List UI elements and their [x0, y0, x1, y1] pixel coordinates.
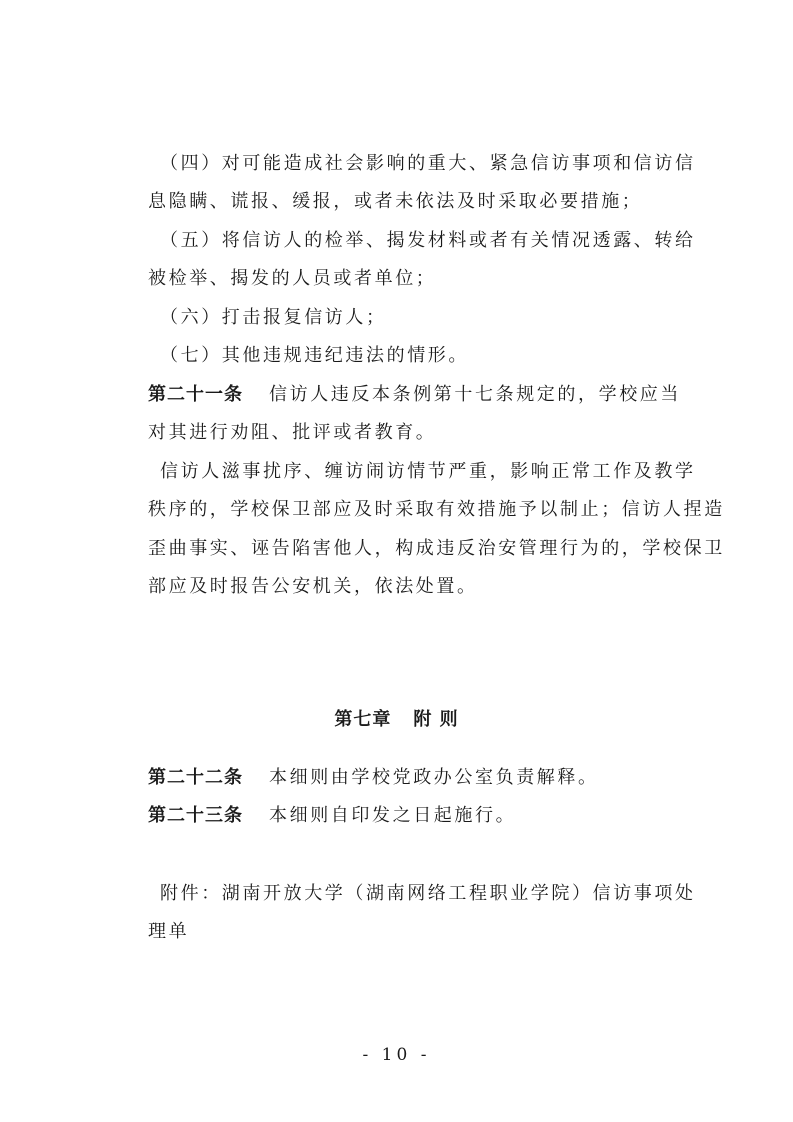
article-21-para2-line-3: 歪曲事实、诬告陷害他人，构成违反治安管理行为的，学校保卫: [148, 538, 725, 559]
item-5-line-1: （五）将信访人的检举、揭发材料或者有关情况透露、转给: [160, 230, 696, 251]
article-22-text: 本细则由学校党政办公室负责解释。: [269, 767, 599, 788]
article-22-line: [148, 766, 599, 790]
chapter-number: 第七章: [334, 709, 392, 730]
item-5-line-2: 被检举、揭发的人员或者单位；: [148, 268, 437, 289]
item-4-line-1: （四）对可能造成社会影响的重大、紧急信访事项和信访信: [160, 153, 696, 174]
article-21-line-1: [148, 383, 681, 407]
article-23-line: [148, 804, 516, 828]
article-23-title: 第二十三条: [148, 805, 243, 826]
chapter-name: 附 则: [413, 709, 459, 730]
item-7-line: （七）其他违规违纪违法的情形。: [160, 345, 469, 366]
article-22-title: 第二十二条: [148, 767, 243, 788]
article-21-text: 信访人违反本条例第十七条规定的，学校应当: [269, 384, 681, 405]
article-21-title: 第二十一条: [148, 384, 243, 405]
item-4-line-2: 息隐瞒、谎报、缓报，或者未依法及时采取必要措施；: [148, 191, 643, 212]
article-21-para2-line-2: 秩序的，学校保卫部应及时采取有效措施予以制止；信访人捏造: [148, 499, 725, 520]
attachment-line-2: 理单: [148, 921, 190, 942]
article-21-para2-line-1: 信访人滋事扰序、缠访闹访情节严重，影响正常工作及教学: [160, 461, 696, 482]
chapter-heading: [0, 708, 793, 732]
attachment-line-1: 附件：湖南开放大学（湖南网络工程职业学院）信访事项处: [160, 883, 696, 904]
article-21-para2-line-4: 部应及时报告公安机关，依法处置。: [148, 576, 478, 597]
article-23-text: 本细则自印发之日起施行。: [269, 805, 517, 826]
page-number: - 10 -: [362, 1045, 431, 1065]
article-21-line-2: 对其进行劝阻、批评或者教育。: [148, 422, 437, 443]
item-6-line: （六）打击报复信访人；: [160, 307, 387, 328]
